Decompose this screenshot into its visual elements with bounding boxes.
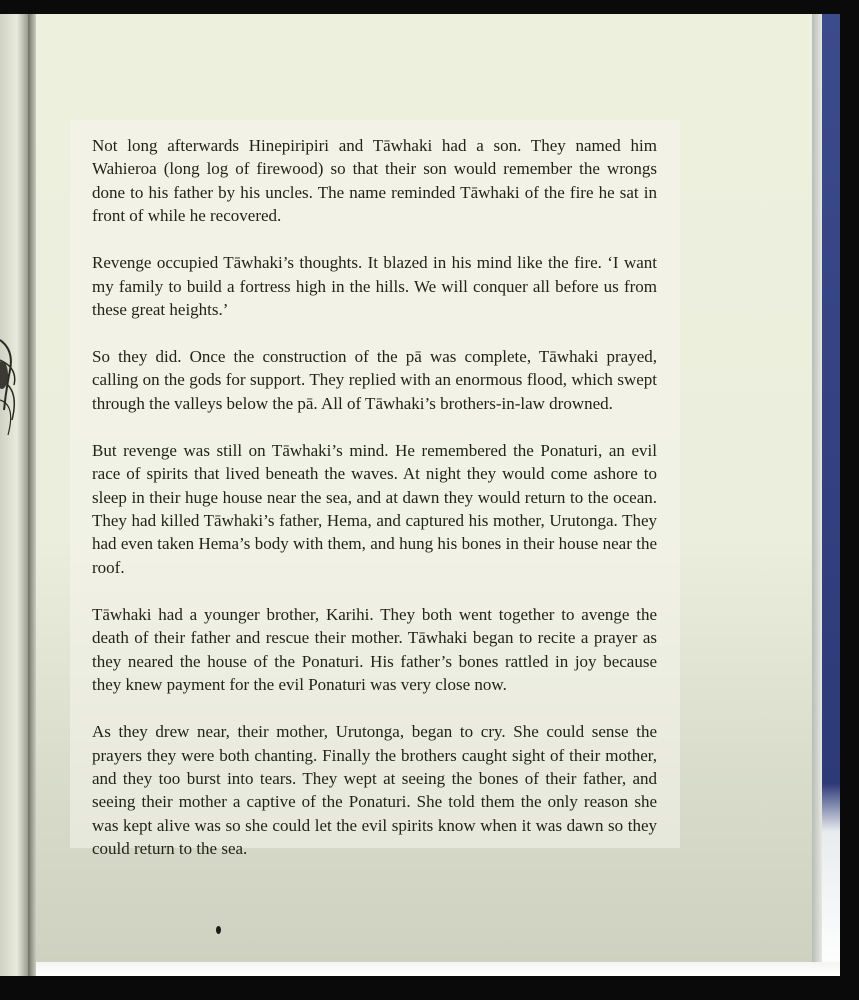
- story-text: [92, 134, 657, 861]
- page-gutter: [28, 14, 36, 976]
- page-bottom-edge: [36, 962, 840, 976]
- paragraph: So they did. Once the construction of the pā was complete, Tāwhaki prayed, calling on the gods for support. They replied with an enormous flood, which swept through the valleys below the pā. All of Tāwhaki’s brothers-in-law drowned.: [92, 347, 657, 413]
- facing-page-edge: [0, 14, 28, 976]
- paragraph: Revenge occupied Tāwhaki’s thoughts. It blazed in his mind like the fire. ‘I want my family to build a fortress high in the hills. We will conquer all before us from these great heights.’: [92, 253, 657, 320]
- paragraph: But revenge was still on Tāwhaki’s mind. He remembered the Ponaturi, an evil race of spirits that lived beneath the waves. At night they would come ashore to sleep in their huge house near the sea, and at dawn they would return to the ocean. They had killed Tāwhaki’s father, Hema, and captured his mother, Urutonga. They had even taken Hema’s body with them, and hung his bones in their house near the roof.: [92, 440, 657, 577]
- spider-illustration-icon: [0, 310, 24, 440]
- paragraph: As they drew near, their mother, Urutonga, began to cry. She could sense the prayers they were both chanting. Finally the brothers caught sight of their mother, and they too burst into tears. They wept at seeing the bones of their father, and seeing their mother a captive of the Ponaturi. She told them the only reason she was kept alive was so she could let the evil spirits know when it was dawn so they could return to the sea.: [92, 722, 657, 859]
- page-fore-edge: [812, 14, 822, 962]
- cover-edge: [822, 14, 840, 976]
- ink-dot-mark: [216, 926, 221, 934]
- paragraph: Not long afterwards Hinepiripiri and Tāwhaki had a son. They named him Wahieroa (long log of firewood) so that their son would remember the wrongs done to his father by his uncles. The name reminded Tāwhaki of the fire he sat in front of while he recovered.: [92, 136, 657, 226]
- paragraph: Tāwhaki had a younger brother, Karihi. They both went together to avenge the death of their father and rescue their mother. Tāwhaki began to recite a prayer as they neared the house of the Ponaturi. His father’s bones rattled in joy because they knew payment for the evil Ponaturi was very close now.: [92, 604, 657, 695]
